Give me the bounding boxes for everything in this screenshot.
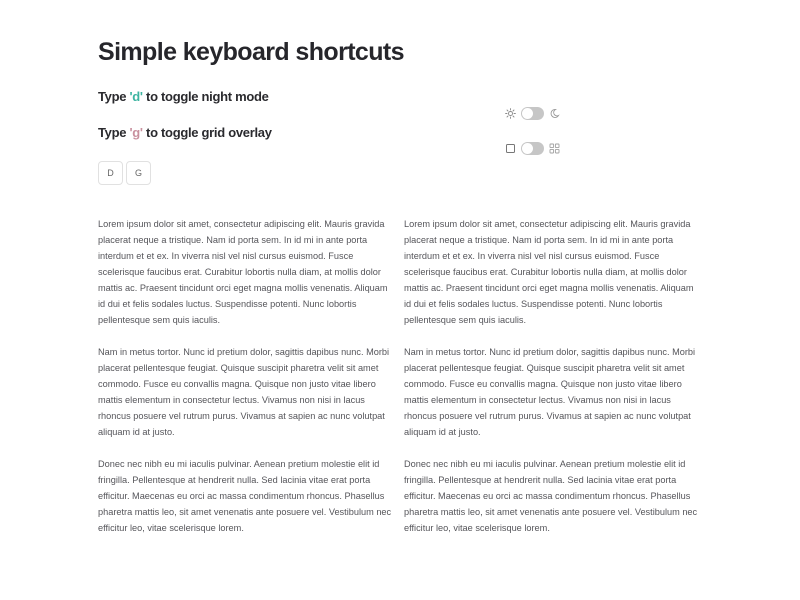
keycap-group	[98, 161, 151, 185]
grid-overlay-instruction	[98, 125, 272, 140]
night-mode-instruction	[98, 89, 269, 104]
page-title: Simple keyboard shortcuts	[98, 38, 404, 66]
keycap-g-button[interactable]: G	[126, 161, 151, 185]
content-column-left	[98, 216, 396, 552]
body-paragraph: Lorem ipsum dolor sit amet, consectetur adipiscing elit. Mauris gravida placerat neque a tristique. Nam id porta sem. In id mi in ante porta interdum et et ex. In viverra nisl vel nisl cursus euismod. Fusce scelerisque faucibus erat. Curabitur lobortis nulla diam, at mollis dolor mattis ac. Praesent tincidunt orci eget magna mollis venenatis. Aliquam id dui et felis sodales luctus. Suspendisse potenti. Nunc lobortis pellentesque sem quis iaculis.	[404, 219, 694, 325]
instruction-prefix: Type	[98, 89, 130, 104]
night-mode-toggle[interactable]	[521, 107, 544, 120]
instruction-suffix: to toggle grid overlay	[142, 125, 272, 140]
keycap-d-button[interactable]: D	[98, 161, 123, 185]
sun-icon	[505, 108, 516, 119]
body-paragraph: Lorem ipsum dolor sit amet, consectetur adipiscing elit. Mauris gravida placerat neque a tristique. Nam id porta sem. In id mi in ante porta interdum et et ex. In viverra nisl vel nisl cursus euismod. Fusce scelerisque faucibus erat. Curabitur lobortis nulla diam, at mollis dolor mattis ac. Praesent tincidunt orci eget magna mollis venenatis. Aliquam id dui et felis sodales luctus. Suspendisse potenti. Nunc lobortis pellentesque sem quis iaculis.	[98, 219, 388, 325]
body-paragraph: Donec nec nibh eu mi iaculis pulvinar. Aenean pretium molestie elit id fringilla. Pellentesque at hendrerit nulla. Sed lacinia vitae erat porta efficitur. Maecenas eu orci ac massa condimentum rhoncus. Phasellus pharetra mattis leo, sit amet venenatis ante posuere vel. Vestibulum nec efficitur leo, vitae scelerisque lorem.	[98, 459, 392, 533]
moon-icon	[549, 108, 560, 119]
grid-overlay-toggle-row	[505, 142, 560, 155]
instruction-prefix: Type	[98, 125, 130, 140]
grid-overlay-key-hint: 'g'	[129, 125, 143, 140]
toggle-knob	[522, 108, 533, 119]
instruction-suffix: to toggle night mode	[142, 89, 269, 104]
grid-overlay-toggle[interactable]	[521, 142, 544, 155]
content-columns	[98, 216, 708, 552]
toggle-knob	[522, 143, 533, 154]
body-paragraph: Nam in metus tortor. Nunc id pretium dolor, sagittis dapibus nunc. Morbi placerat pellentesque feugiat. Quisque suscipit pharetra velit sit amet commodo. Fusce eu convallis magna. Quisque non justo vitae libero mattis elementum in consectetur lectus. Vivamus non nisi in lacus rhoncus posuere vel rutrum purus. Vivamus at sapien ac nunc volutpat aliquam id at justo.	[98, 347, 390, 437]
body-paragraph: Nam in metus tortor. Nunc id pretium dolor, sagittis dapibus nunc. Morbi placerat pellentesque feugiat. Quisque suscipit pharetra velit sit amet commodo. Fusce eu convallis magna. Quisque non justo vitae libero mattis elementum in consectetur lectus. Vivamus non nisi in lacus rhoncus posuere vel rutrum purus. Vivamus at sapien ac nunc volutpat aliquam id at justo.	[404, 347, 696, 437]
night-mode-key-hint: 'd'	[129, 89, 143, 104]
square-icon	[505, 143, 516, 154]
body-paragraph: Donec nec nibh eu mi iaculis pulvinar. Aenean pretium molestie elit id fringilla. Pellentesque at hendrerit nulla. Sed lacinia vitae erat porta efficitur. Maecenas eu orci ac massa condimentum rhoncus. Phasellus pharetra mattis leo, sit amet venenatis ante posuere vel. Vestibulum nec efficitur leo, vitae scelerisque lorem.	[404, 459, 698, 533]
grid-icon	[549, 143, 560, 154]
content-column-right	[404, 216, 702, 552]
night-mode-toggle-row	[505, 107, 560, 120]
